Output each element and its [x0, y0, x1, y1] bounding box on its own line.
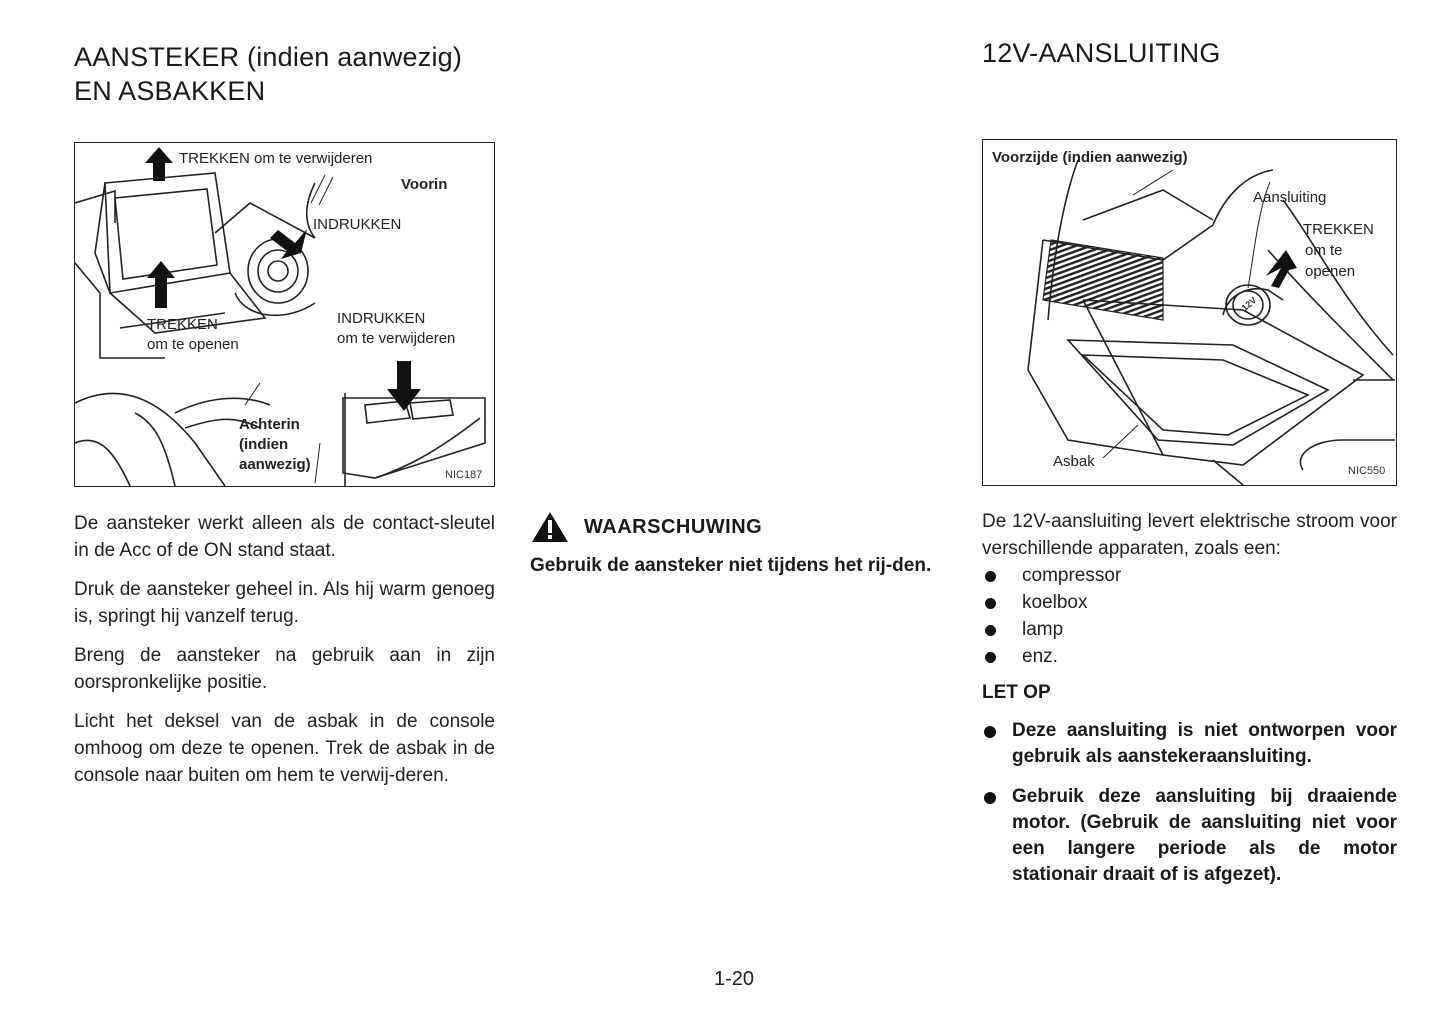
label-rear-2: (indien	[239, 436, 289, 453]
label-socket: Aansluiting	[1253, 189, 1327, 206]
warning-title: WAARSCHUWING	[584, 515, 763, 538]
label-press-remove-1: INDRUKKEN	[337, 310, 426, 327]
cigarette-lighter-heading	[74, 40, 534, 108]
list-item: compressor	[982, 562, 1397, 589]
list-item: lamp	[982, 616, 1397, 643]
12v-heading: 12V-AANSLUITING	[982, 38, 1221, 68]
socket-marking: 12V	[1239, 295, 1259, 313]
label-rear-1: Achterin	[239, 416, 300, 433]
heading-line-1: AANSTEKER (indien aanwezig)	[74, 42, 463, 72]
intro-paragraph: De 12V-aansluiting levert elektrische stroom voor verschillende apparaten, zoals een:	[982, 511, 1397, 559]
device-list	[982, 562, 1397, 670]
list-item: koelbox	[982, 589, 1397, 616]
right-text	[982, 508, 1397, 902]
paragraph-4: Licht het deksel van de asbak in de console omhoog om deze te openen. Trek de asbak in de console naar buiten om hem te verwij-deren.	[74, 711, 495, 786]
label-ashtray: Asbak	[1053, 453, 1095, 470]
label-pull-open-1: TREKKEN	[147, 316, 218, 333]
left-text	[74, 510, 495, 789]
label-pull-2: om te	[1305, 242, 1343, 259]
note-title: LET OP	[982, 682, 1051, 703]
label-pull-3: openen	[1305, 263, 1356, 280]
page-number: 1-20	[714, 968, 755, 990]
paragraph-2: Druk de aansteker geheel in. Als hij warm genoeg is, springt hij vanzelf terug.	[74, 579, 495, 627]
label-press-remove-2: om te verwijderen	[337, 330, 456, 347]
note-list	[982, 718, 1397, 888]
figure-code-nic550: NIC550	[1348, 465, 1386, 477]
paragraph-1: De aansteker werkt alleen als de contact-sleutel in de Acc of de ON stand staat.	[74, 513, 495, 561]
label-rear-3: aanwezig)	[239, 456, 311, 473]
paragraph-3: Breng de aansteker na gebruik aan in zijn oorspronkelijke positie.	[74, 645, 495, 693]
12v-socket-illustration	[982, 139, 1397, 486]
warning-triangle-icon	[530, 510, 570, 544]
heading-line-2: EN ASBAKKEN	[74, 76, 266, 106]
12v-socket-drawing	[983, 140, 1396, 485]
figure-code-nic187: NIC187	[445, 469, 483, 481]
figure-title-front: Voorzijde (indien aanwezig)	[992, 149, 1188, 166]
label-press: INDRUKKEN	[313, 216, 402, 233]
label-front: Voorin	[401, 176, 448, 193]
note-item: Deze aansluiting is niet ontworpen voor gebruik als aanstekeraansluiting.	[982, 718, 1397, 770]
label-pull-1: TREKKEN	[1303, 221, 1374, 238]
label-pull-open-2: om te openen	[147, 336, 239, 353]
note-item: Gebruik deze aansluiting bij draaiende motor. (Gebruik de aansluiting niet voor een langere periode als de motor stationair draait of is afgezet).	[982, 784, 1397, 888]
label-pull-remove: TREKKEN om te verwijderen	[179, 150, 373, 167]
warning-text: Gebruik de aansteker niet tijdens het rij-den.	[530, 555, 932, 576]
list-item: enz.	[982, 643, 1397, 670]
warning-box	[530, 510, 950, 579]
lighter-ashtray-illustration	[74, 142, 495, 487]
